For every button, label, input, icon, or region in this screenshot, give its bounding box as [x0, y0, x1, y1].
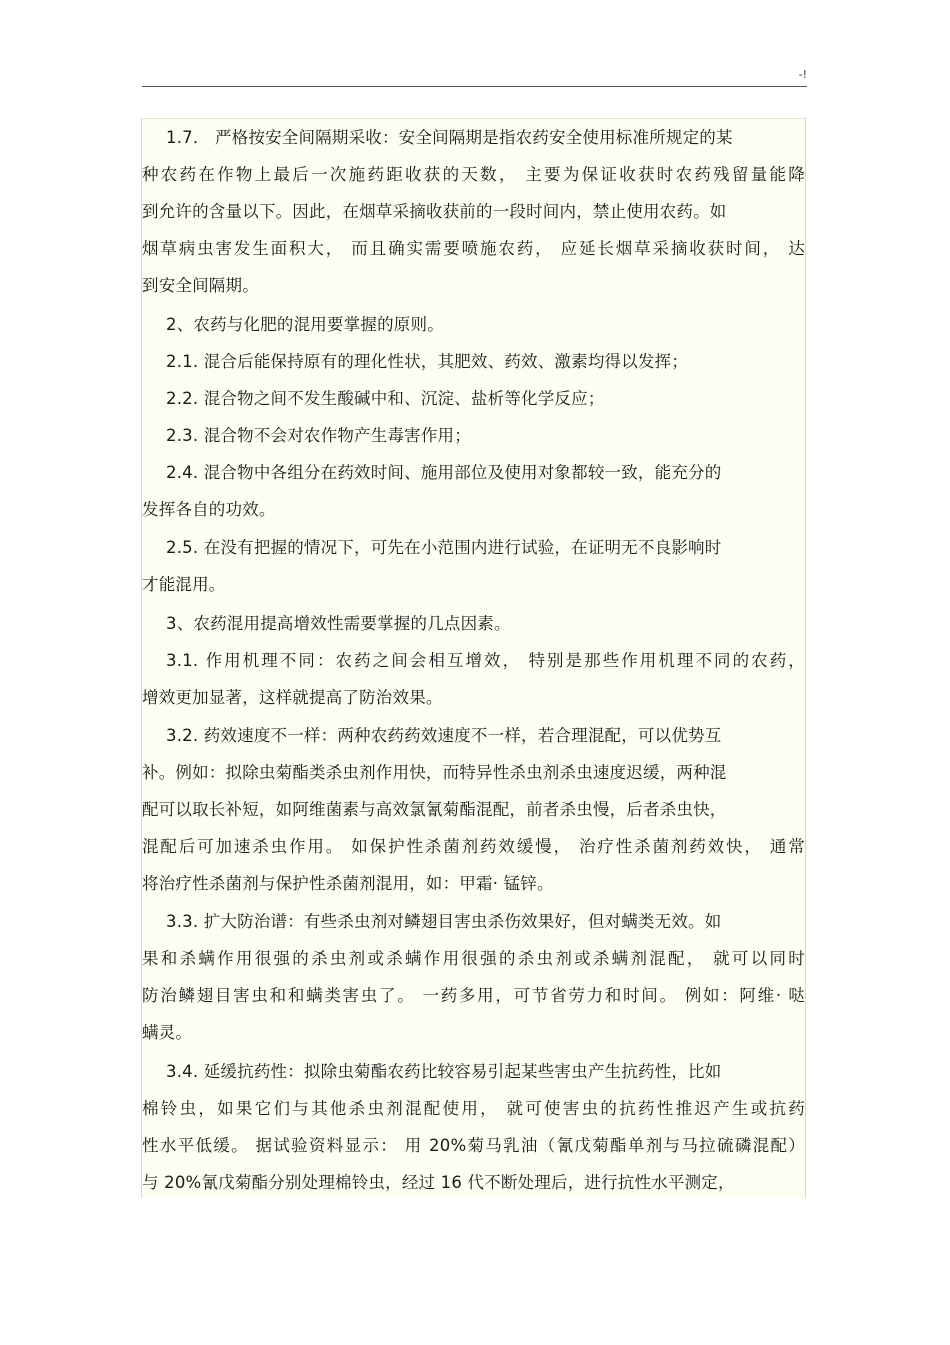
document-body: [141, 118, 806, 1198]
text-line: 3.2. 药效速度不一样：两种农药药效速度不一样，若合理混配，可以优势互: [166, 726, 722, 745]
text-line: 烟草病虫害发生面积大， 而且确实需要喷施农药， 应延长烟草采摘收获时间， 达: [142, 239, 805, 258]
text-line: 与 20%氰戊菊酯分别处理棉铃虫，经过 16 代不断处理后，进行抗性水平测定，: [142, 1173, 735, 1192]
text-line: 2.5. 在没有把握的情况下，可先在小范围内进行试验，在证明无不良影响时: [166, 538, 722, 557]
text-line: 到允许的含量以下。因此，在烟草采摘收获前的一段时间内，禁止使用农药。如: [142, 202, 727, 221]
header-rule: [142, 86, 807, 87]
text-line: 2.1. 混合后能保持原有的理化性状，其肥效、药效、激素均得以发挥；: [166, 352, 689, 371]
text-line: 混配后可加速杀虫作用。 如保护性杀菌剂药效缓慢， 治疗性杀菌剂药效快， 通常: [142, 837, 805, 856]
text-line: 才能混用。: [142, 575, 226, 594]
text-line: 防治鳞翅目害虫和和螨类害虫了。 一药多用，可节省劳力和时间。 例如：阿维· 哒: [142, 986, 805, 1005]
section-heading: 3、农药混用提高增效性需要掌握的几点因素。: [166, 614, 511, 633]
page-mark: -!: [798, 68, 807, 81]
text-line: 到安全间隔期。: [142, 276, 259, 295]
text-line: 棉铃虫，如果它们与其他杀虫剂混配使用， 就可使害虫的抗药性推迟产生或抗药: [142, 1099, 805, 1118]
text-line: 性水平低缓。 据试验资料显示： 用 20%菊马乳油（氰戊菊酯单剂与马拉硫磷混配）: [142, 1136, 805, 1155]
text-line: 配可以取长补短，如阿维菌素与高效氯氰菊酯混配，前者杀虫慢，后者杀虫快，: [142, 800, 727, 819]
text-line: 增效更加显著，这样就提高了防治效果。: [142, 688, 443, 707]
section-heading: 2、农药与化肥的混用要掌握的原则。: [166, 315, 444, 334]
text-line: 3.1. 作用机理不同：农药之间会相互增效， 特别是那些作用机理不同的农药，: [166, 651, 805, 670]
text-line: 补。例如：拟除虫菊酯类杀虫剂作用快，而特异性杀虫剂杀虫速度迟缓，两种混: [142, 763, 727, 782]
text-line: 螨灵。: [142, 1023, 193, 1042]
text-line: 1.7． 严格按安全间隔期采收：安全间隔期是指农药安全使用标准所规定的某: [166, 128, 733, 147]
text-line: 果和杀螨作用很强的杀虫剂或杀螨作用很强的杀虫剂或杀螨剂混配， 就可以同时: [142, 949, 805, 968]
text-line: 发挥各自的功效。: [142, 500, 276, 519]
text-line: 2.2. 混合物之间不发生酸碱中和、沉淀、盐析等化学反应；: [166, 389, 605, 408]
text-line: 3.4. 延缓抗药性：拟除虫菊酯农药比较容易引起某些害虫产生抗药性，比如: [166, 1062, 722, 1081]
text-line: 种农药在作物上最后一次施药距收获的天数， 主要为保证收获时农药残留量能降: [142, 165, 805, 184]
text-line: 3.3. 扩大防治谱：有些杀虫剂对鳞翅目害虫杀伤效果好，但对螨类无效。如: [166, 912, 722, 931]
text-line: 2.4. 混合物中各组分在药效时间、施用部位及使用对象都较一致，能充分的: [166, 463, 722, 482]
text-line: 将治疗性杀菌剂与保护性杀菌剂混用，如：甲霜· 锰锌。: [142, 874, 554, 893]
text-line: 2.3. 混合物不会对农作物产生毒害作用；: [166, 426, 471, 445]
